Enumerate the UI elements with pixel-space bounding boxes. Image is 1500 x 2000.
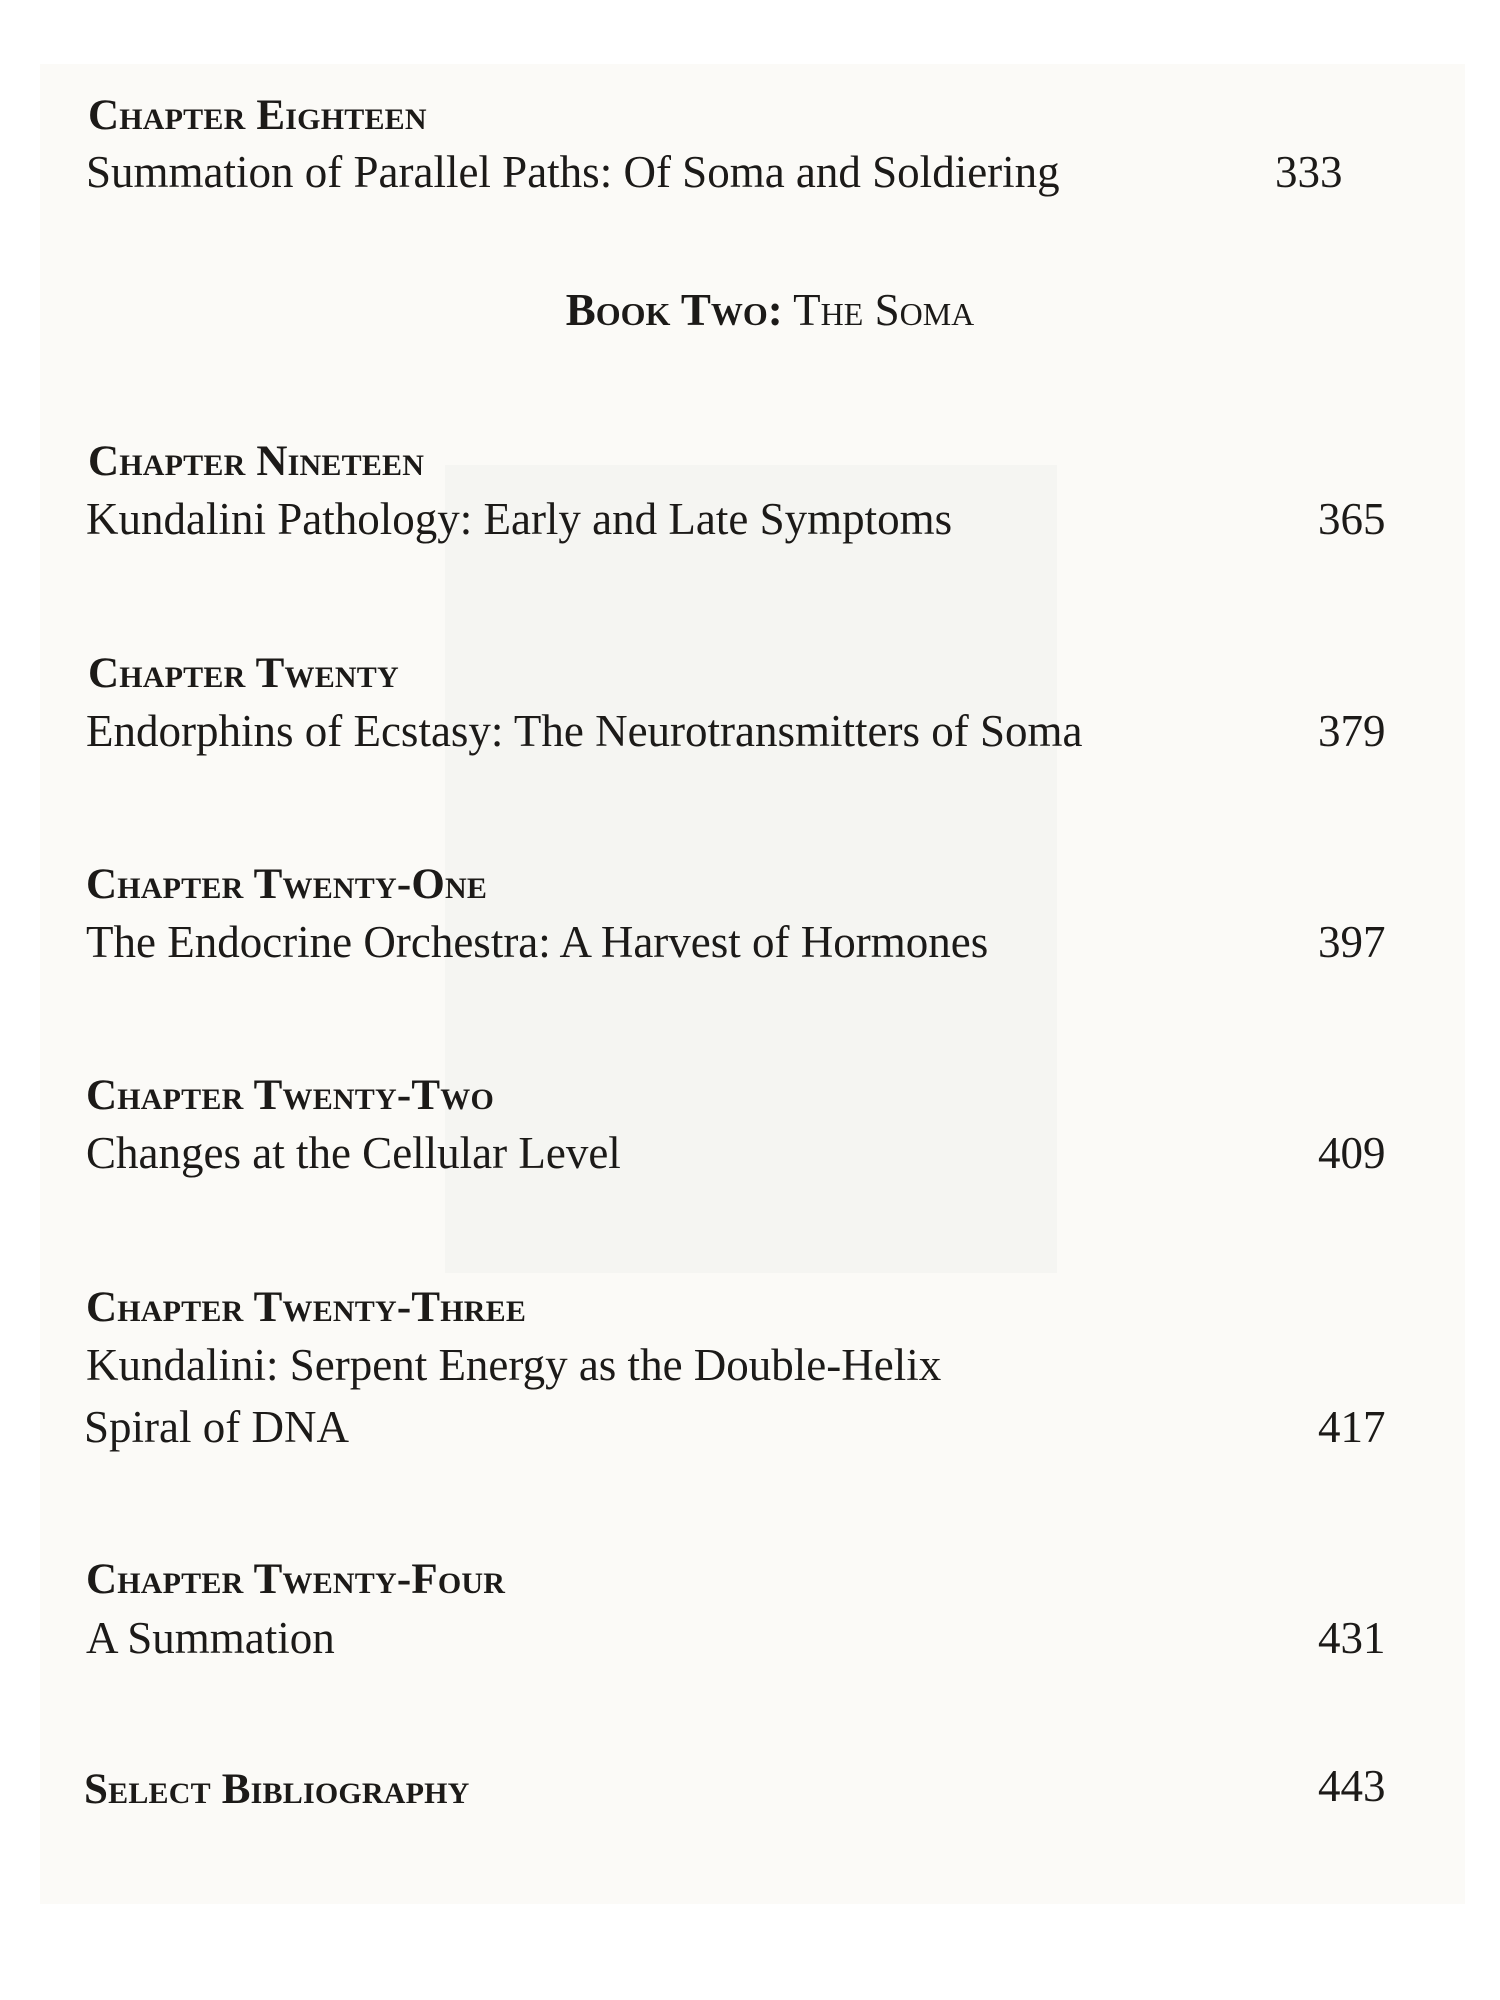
page-number: 443 <box>1318 1761 1386 1811</box>
chapter-label: Chapter Twenty-Two <box>86 1072 495 1119</box>
chapter-title: Changes at the Cellular Level <box>86 1128 621 1178</box>
chapter-title: Kundalini Pathology: Early and Late Symptoms <box>86 494 953 544</box>
chapter-title: Summation of Parallel Paths: Of Soma and Soldiering <box>86 147 1060 197</box>
chapter-title: Endorphins of Ecstasy: The Neurotransmitters of Soma <box>86 706 1083 756</box>
chapter-label: Chapter Nineteen <box>88 438 425 485</box>
page-number: 417 <box>1318 1402 1386 1452</box>
chapter-label: Chapter Twenty-One <box>86 861 488 908</box>
book-part: Book Two: <box>565 285 783 335</box>
chapter-label: Chapter Twenty-Four <box>86 1556 506 1603</box>
bibliography-label: Select Bibliography <box>84 1766 470 1813</box>
page-number: 379 <box>1318 706 1386 756</box>
chapter-title: A Summation <box>86 1613 335 1663</box>
chapter-title-continued: Spiral of DNA <box>84 1402 349 1452</box>
chapter-label: Chapter Eighteen <box>88 92 427 139</box>
chapter-title: The Endocrine Orchestra: A Harvest of Hormones <box>86 917 989 967</box>
chapter-label: Chapter Twenty <box>88 650 399 697</box>
chapter-label: Chapter Twenty-Three <box>86 1284 527 1331</box>
page-number: 333 <box>1275 147 1343 197</box>
page-number: 409 <box>1318 1128 1386 1178</box>
book-name: The Soma <box>793 285 975 335</box>
page-number: 365 <box>1318 494 1386 544</box>
book-heading <box>0 285 1500 335</box>
chapter-title: Kundalini: Serpent Energy as the Double-Helix <box>86 1340 942 1390</box>
page-number: 431 <box>1318 1613 1386 1663</box>
page-number: 397 <box>1318 917 1386 967</box>
